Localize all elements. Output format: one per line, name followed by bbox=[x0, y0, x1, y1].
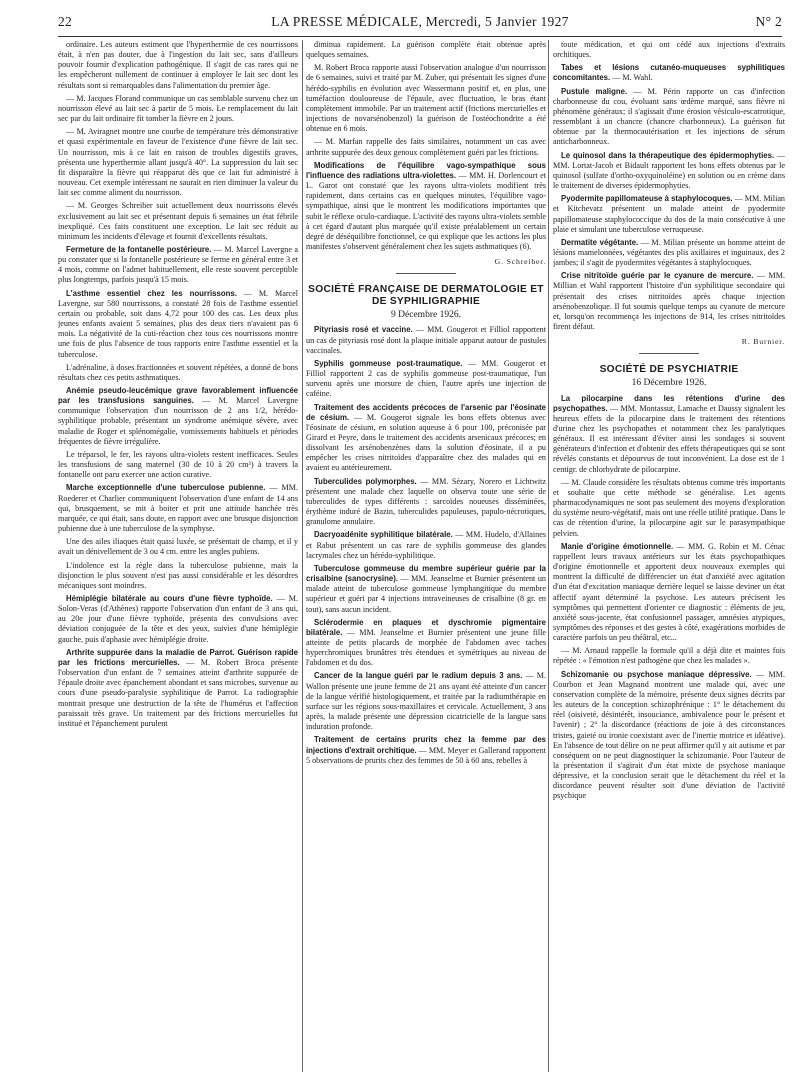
issue-number: N° 2 bbox=[755, 14, 782, 29]
paragraph: La pilocarpine dans les rétentions d'urine des psychopathes. — MM. Montassut, Lamache et Daussy signalent les heureux effets de la pilocarpine dans le traitement des rétentions d'urine chez les psychopathes et notamment chez les paralytiques généraux. Il est intéressant d'éviter ainsi les sondages si souvent générateurs d'infection et d'obtenir des effets thérapeutiques qui se sont révélés constants et dépourvus de tout inconvénient. La dose est de 1 centigr. de chlorhydrate de pilocarpine. bbox=[553, 393, 785, 474]
paragraph: Pyodermite papillomateuse à staphylocoques. — MM. Milian et Kitchevatz présentent un malade atteint de pyodermite papillomateuse staphylococcique du dos de la main consécutive à une plaie et simulant une tuberculose verruqueuse. bbox=[553, 194, 785, 234]
paragraph: Cancer de la langue guéri par le radium depuis 3 ans. — M. Wallon présente une jeune femme de 21 ans ayant été atteinte d'un cancer de la langue vérifié histologiquement, et traitée par la radiumthérapie en surface sur les régions sous-maxillaires et cervicale. Actuellement, 3 ans après, la malade présente une dépression cicatricielle de la langue sans induration profonde. bbox=[306, 671, 546, 732]
paragraph: Pityriasis rosé et vaccine. — MM. Gougerot et Filliol rapportent un cas de pityriasis rosé dont la plaque initiale apparut autour de pustules vaccinales. bbox=[306, 325, 546, 355]
paragraph: Une des ailes iliaques était quasi luxée, se présentait de champ, et il y avait un dénivellement de 3 ou 4 cm. entre les angles pubiens. bbox=[58, 537, 298, 557]
paragraph: M. Robert Broca rapporte aussi l'observation analogue d'un nourrisson de 6 semaines, suivi et traité par M. Zuber, qui présentait les signes d'une hérédo-syphilis en évolution avec Wassermann positif et, en plus, une tuméfaction douloureuse de l'épaule, avec fluctuation, le bras étant complètement immobile. Par un traitement actif (frictions mercurielles et injections de novarsénobenzol) la guérison de l'ostéochondrite a été obtenue en 6 mois. bbox=[306, 63, 546, 134]
paragraph: — M. Marfan rappelle des faits similaires, notamment un cas avec arthrite suppurée des deux genoux complètement guéri par les frictions. bbox=[306, 137, 546, 157]
separator-rule bbox=[639, 353, 699, 354]
session-date: 9 Décembre 1926. bbox=[391, 310, 461, 321]
paragraph: Le tréparsol, le fer, les rayons ultra-violets restent inefficaces. Seules les transfusions de sang maternel (30 de 10 à 20 cm³) à travers la fontanelle ont paru exercer une action curative. bbox=[58, 449, 298, 480]
journal-title: LA PRESSE MÉDICALE, Mercredi, 5 Janvier 1927 bbox=[271, 14, 569, 29]
paragraph: toute médication, et qui ont cédé aux injections d'extraits orchitiques. bbox=[553, 40, 785, 60]
paragraph: Marche exceptionnelle d'une tuberculose pubienne. — MM. Roederer et Charlier communiquent l'observation d'une enfant de 14 ans qui, brusquement, se mit à boiter et prit une attitude hanchée très marquée, ce qui était, sans doute, en rapport avec une brusque disjonction pubienne due à une tuberculose de la symphyse. bbox=[58, 483, 298, 534]
paragraph: Anémie pseudo-leucémique grave favorablement influencée par les transfusions sanguines. — M. Marcel Lavergne communique l'observation d'un nourrisson de 2 ans 1/2, hérédo-syphilitique probable, présentant un syndrome anémique sévère, avec maladie de Roger et splénomégalie, vomissements habituels et périodes fréquentes de fièvre irrégulière. bbox=[58, 386, 298, 446]
paragraph: L'asthme essentiel chez les nourrissons. — M. Marcel Lavergne, sur 580 nourrissons, a constaté 28 fois de l'asthme essentiel certain ou probable, soit dans 4,72 pour 100 des cas. Les deux plus jeunes enfants avaient 5 semaines, plus des deux tiers n'avaient pas 6 mois. La négativité de la cuti-réaction chez tous ces nourrissons montre une fois de plus l'absence de tous rapports entre l'asthme essentiel et la tuberculose. bbox=[58, 288, 298, 359]
paragraph: ordinaire. Les auteurs estiment que l'hyperthermie de ces nourrissons était, à n'en pas douter, due à l'ingestion du lait sec, sans d'ailleurs pouvoir fournir d'explication pathogénique. Il s'agit de cas rares qui ne les empêcheront nullement de continuer à employer le lait sec dont les résultats sont si remarquables dans l'alimentation du premier âge. bbox=[58, 40, 298, 90]
paragraph: — M. Claude considère les résultats obtenus comme très importants et souhaite que cette méthode se généralise. Les agents pharmacodynamiques ne sont pas seulement des moyens d'exploration du système neuro-végétatif, mais ont une réelle utilité pratique. Dans le cas de rétention d'urine, la pilocarpine agit sur le parasympathique pelvien. bbox=[553, 477, 785, 538]
section-title: SOCIÉTÉ DE PSYCHIATRIE bbox=[599, 364, 739, 376]
paragraph: diminua rapidement. La guérison complète était obtenue après quelques semaines. bbox=[306, 40, 546, 60]
paragraph: — M. Arnaud rappelle la formule qu'il a déjà dite et maintes fois répétée : « l'émotion n'est pathogène que chez les malades ». bbox=[553, 646, 785, 666]
paragraph: Traitement de certains prurits chez la femme par des injections d'extrait orchitique. — MM. Meyer et Gallerand rapportent 5 observations de prurits chez des femmes de 50 à 60 ans, rebelles à bbox=[306, 735, 546, 765]
separator-rule bbox=[396, 273, 456, 274]
paragraph: — M. Aviragnet montre une courbe de température très démonstrative et quasi expérimentale en faveur de l'existence d'une fièvre de lait sec. Un nourrisson, mis à ce lait en raison de troubles digestifs graves, présenta une hyperthermie allant jusqu'à 40°. La suppression du lait sec fit disparaître la fièvre qui réapparut dès que ce lait fut administré à nouveau. Cet exemple intéressant ne saurait en rien diminuer la valeur du lait sec comme aliment du nourrisson. bbox=[58, 127, 298, 198]
author-signature: G. Schreiber. bbox=[494, 257, 546, 267]
paragraph: Dacryoadénite syphilitique bilatérale. — MM. Hudelo, d'Allaines et Rabut présentent un cas rare de syphilis gommeuse des glandes lacrymales chez un hérédo-syphilitique. bbox=[306, 530, 546, 560]
column-middle bbox=[306, 40, 546, 1076]
paragraph: Syphilis gommeuse post-traumatique. — MM. Gougerot et Filliol rapportent 2 cas de syphilis gommeuse post-traumatique, l'un survenu après une morsure de chien, l'autre après une injection de caféine. bbox=[306, 358, 546, 399]
column-divider bbox=[302, 40, 303, 1072]
column-left bbox=[58, 40, 298, 1076]
paragraph: Sclérodermie en plaques et dyschromie pigmentaire bilatérale. — MM. Jeanselme et Burnier présentent une jeune fille atteinte de petits placards de morphée de l'abdomen avec taches hyperchromiques brunâtres très étendues et symétriques au niveau de l'abdomen et du dos. bbox=[306, 617, 546, 668]
paragraph: — M. Georges Schreiber suit actuellement deux nourrissons élevés exclusivement au lait sec et présentant depuis 6 semaines un état fébrile inexpliqué. Ces faits constituent une exception. Le lait sec réduit au minimum les incidents d'élevage et fournit d'excellents résultats. bbox=[58, 201, 298, 241]
paragraph: Manie d'origine émotionnelle. — MM. G. Robin et M. Cénac rappellent leurs travaux antérieurs sur les états psychopathiques d'origine émotionnelle et apportent deux nouveaux exemples qui montrent la difficulté de différencier un état d'anxiété avec agitation d'un état d'excitation maniaque derrière lequel se laisse deviner un état affectif ayant déterminé la psychose. Les auteurs précisent les symptômes qui permettent d'orienter ce diagnostic : éléments de jeu, anxiété sous-jacente, état confusionnel passager, amnésies atypiques, symptômes des réponses et des gestes à côté, exagérations morbides de caractère parfois un peu théâtral, etc... bbox=[553, 541, 785, 643]
paragraph: Arthrite suppurée dans la maladie de Parrot. Guérison rapide par les frictions mercurielles. — M. Robert Broca présente l'observation d'un enfant de 7 semaines atteint d'arthrite suppurée de l'épaule droite avec épanchement abondant et sans microbes, survenue au cours d'une pseudo-paralysie syphilitique de Parrot. La radiographie montrait presque une destruction de la tête de l'humérus et l'affection paraissait très grave. Un traitement par des frictions mercurielles fut institué et l'épanchement purulent bbox=[58, 647, 298, 728]
paragraph: L'indolence est la règle dans la tuberculose pubienne, mais la disjonction le plus souvent n'est pas aussi considérable et les désordres mécaniques sont moindres. bbox=[58, 560, 298, 590]
author-signature: R. Burnier. bbox=[741, 337, 785, 347]
section-title: SOCIÉTÉ FRANÇAISE DE DERMATOLOGIE ET DE SYPHILIGRAPHIE bbox=[308, 284, 544, 308]
paragraph: Schizomanie ou psychose maniaque dépressive. — MM. Courbon et Jean Magnand montrent une malade qui, avec une conservation complète de la mémoire, présente deux signes décrits par les auteurs de la conception schizophrénique : 1° le détachement du réel (oisiveté, désintérêt, insouciance, ambivalence pour le présent et l'avenir) ; 2° la discordance (réactions de joie à des circonstances tristes, gaieté ou ironie coexistant avec de l'inertie motrice et idéative). En l'absence de tout délire on ne peut affirmer qu'il y ait autisme et par conséquent on ne peut diagnostiquer la schizomanie. Pour l'auteur de la présentation il s'agirait d'un état mixte de psychose maniaque dépressive, et la conclusion serait que le détachement du réel et la discordance peuvent résulter soit d'une déviation de l'activité psychique bbox=[553, 669, 785, 801]
paragraph: Tuberculose gommeuse du membre supérieur guérie par la crisalbine (sanocrysine). — MM. Jeanselme et Burnier présentent un malade atteint de tuberculose gommeuse lymphangitique du membre supérieur et guéri par 4 injections intraveineuses de crisalbine (8 gr. en tout), sans aucun incident. bbox=[306, 563, 546, 614]
page-number: 22 bbox=[58, 14, 73, 29]
column-right bbox=[553, 40, 785, 1076]
paragraph: Le quinosol dans la thérapeutique des épidermophyties. — MM. Lortat-Jacob et Bidault rapportent les bons effets obtenus par le quinosol (sulfate d'ortho-oxyquinoléine) en solution ou en crème dans le traitement de diverses épidermophyties. bbox=[553, 150, 785, 191]
paragraph: Crise nitritoïde guérie par le cyanure de mercure. — MM. Millian et Wahl rapportent l'histoire d'un syphilitique secondaire qui présentait des crises nitritoïdes après chaque injection arsénobenzolique. Il fut soumis quelque temps au cyanure de mercure et, lorsqu'on recommença les injections de 914, les crises nitritoïdes firent défaut. bbox=[553, 271, 785, 332]
paragraph: Pustule maligne. — M. Périn rapporte un cas d'infection charbonneuse du cou, évoluant sans œdème marqué, sans fièvre ni phénomène généraux; il s'agissait d'une érosion vésiculo-escarrotique, ressemblant à un chancre (chancre charbonneux). La guérison fut obtenue par la thermocautérisation et les injections de sérum anticharbonneux. bbox=[553, 86, 785, 147]
paragraph: Modifications de l'équilibre vago-sympathique sous l'influence des radiations ultra-violettes. — MM. H. Dorlencourt et L. Garot ont constaté que les rayons ultra-violets modifient très rapidement, dans certains cas en quelques minutes, l'équilibre vago-sympathique, ainsi que le montrent les modifications importantes que subit le réflexe oculo-cardiaque. L'activité des rayons ultra-violets semble à cet égard d'autant plus marquée qu'il existe préalablement un certain degré de déséquilibre fonctionnel, ce qui explique que les actions les plus manifestes s'observent généralement chez les sujets asthmatiques (6). bbox=[306, 160, 546, 251]
paragraph: L'adrénaline, à doses fractionnées et souvent répétées, a donné de bons résultats chez ces petits asthmatiques. bbox=[58, 362, 298, 382]
paragraph: Traitement des accidents précoces de l'arsenic par l'éosinate de césium. — M. Gougerot signale les bons effets obtenus avec l'éosinate de césium, en solution aqueuse à 6 pour 100, préconisée par Girard et Peyre, dans le traitement des accidents arsenicaux précoces; en dissolvant les arsénobenzènes dans la solution d'éosinate, il a pu empêcher les crises nitritoïdes d'apparaître chez des malades qui en avaient eu antérieurement. bbox=[306, 402, 546, 473]
column-divider bbox=[548, 40, 549, 1072]
session-date: 16 Décembre 1926. bbox=[631, 378, 707, 389]
running-header bbox=[58, 14, 782, 32]
paragraph: Tuberculides polymorphes. — MM. Sézary, Norero et Lichtwitz présentent une malade chez laquelle on observa toute une série de tuberculides de types différents : sarcoïdes noueuses disséminées, érythème induré de Bazin, tuberculides papuleuses, papulo-nécrotiques, granulome annulaire. bbox=[306, 476, 546, 527]
paragraph: Fermeture de la fontanelle postérieure. — M. Marcel Lavergne a pu constater que si la fontanelle postérieure se ferme en général entre 3 et 4 mois, comme on l'admet habituellement, elle reste souvent perceptible plus longtemps, parfois jusqu'à 15 mois. bbox=[58, 244, 298, 285]
header-rule bbox=[58, 36, 782, 37]
paragraph: — M. Jacques Florand communique un cas semblable survenu chez un nourrisson élevé au lait sec à partir de 5 mois. Le remplacement du lait sec par du lait ordinaire fit tomber la fièvre en 2 jours. bbox=[58, 93, 298, 124]
paragraph: Dermatite végétante. — M. Milian présente un homme atteint de lésions mamelonnées, végétantes des plis axillaires et inguinaux, des 2 jambes; il s'agit de pyodermites végétantes à staphylocoques. bbox=[553, 237, 785, 268]
paragraph: Tabes et lésions cutanéo-muqueuses syphilitiques concomitantes. — M. Wahl. bbox=[553, 63, 785, 83]
paragraph: Hémiplégie bilatérale au cours d'une fièvre typhoïde. — M. Solon-Veras (d'Athènes) rapporte l'observation d'un enfant de 3 ans qui, au 20e jour d'une fièvre typhoïde, présenta des convulsions avec déviation conjuguée de la tête et des yeux, suivies d'une hémiplégie gauche, puis d'aphasie avec hémiplégie droite. bbox=[58, 593, 298, 644]
